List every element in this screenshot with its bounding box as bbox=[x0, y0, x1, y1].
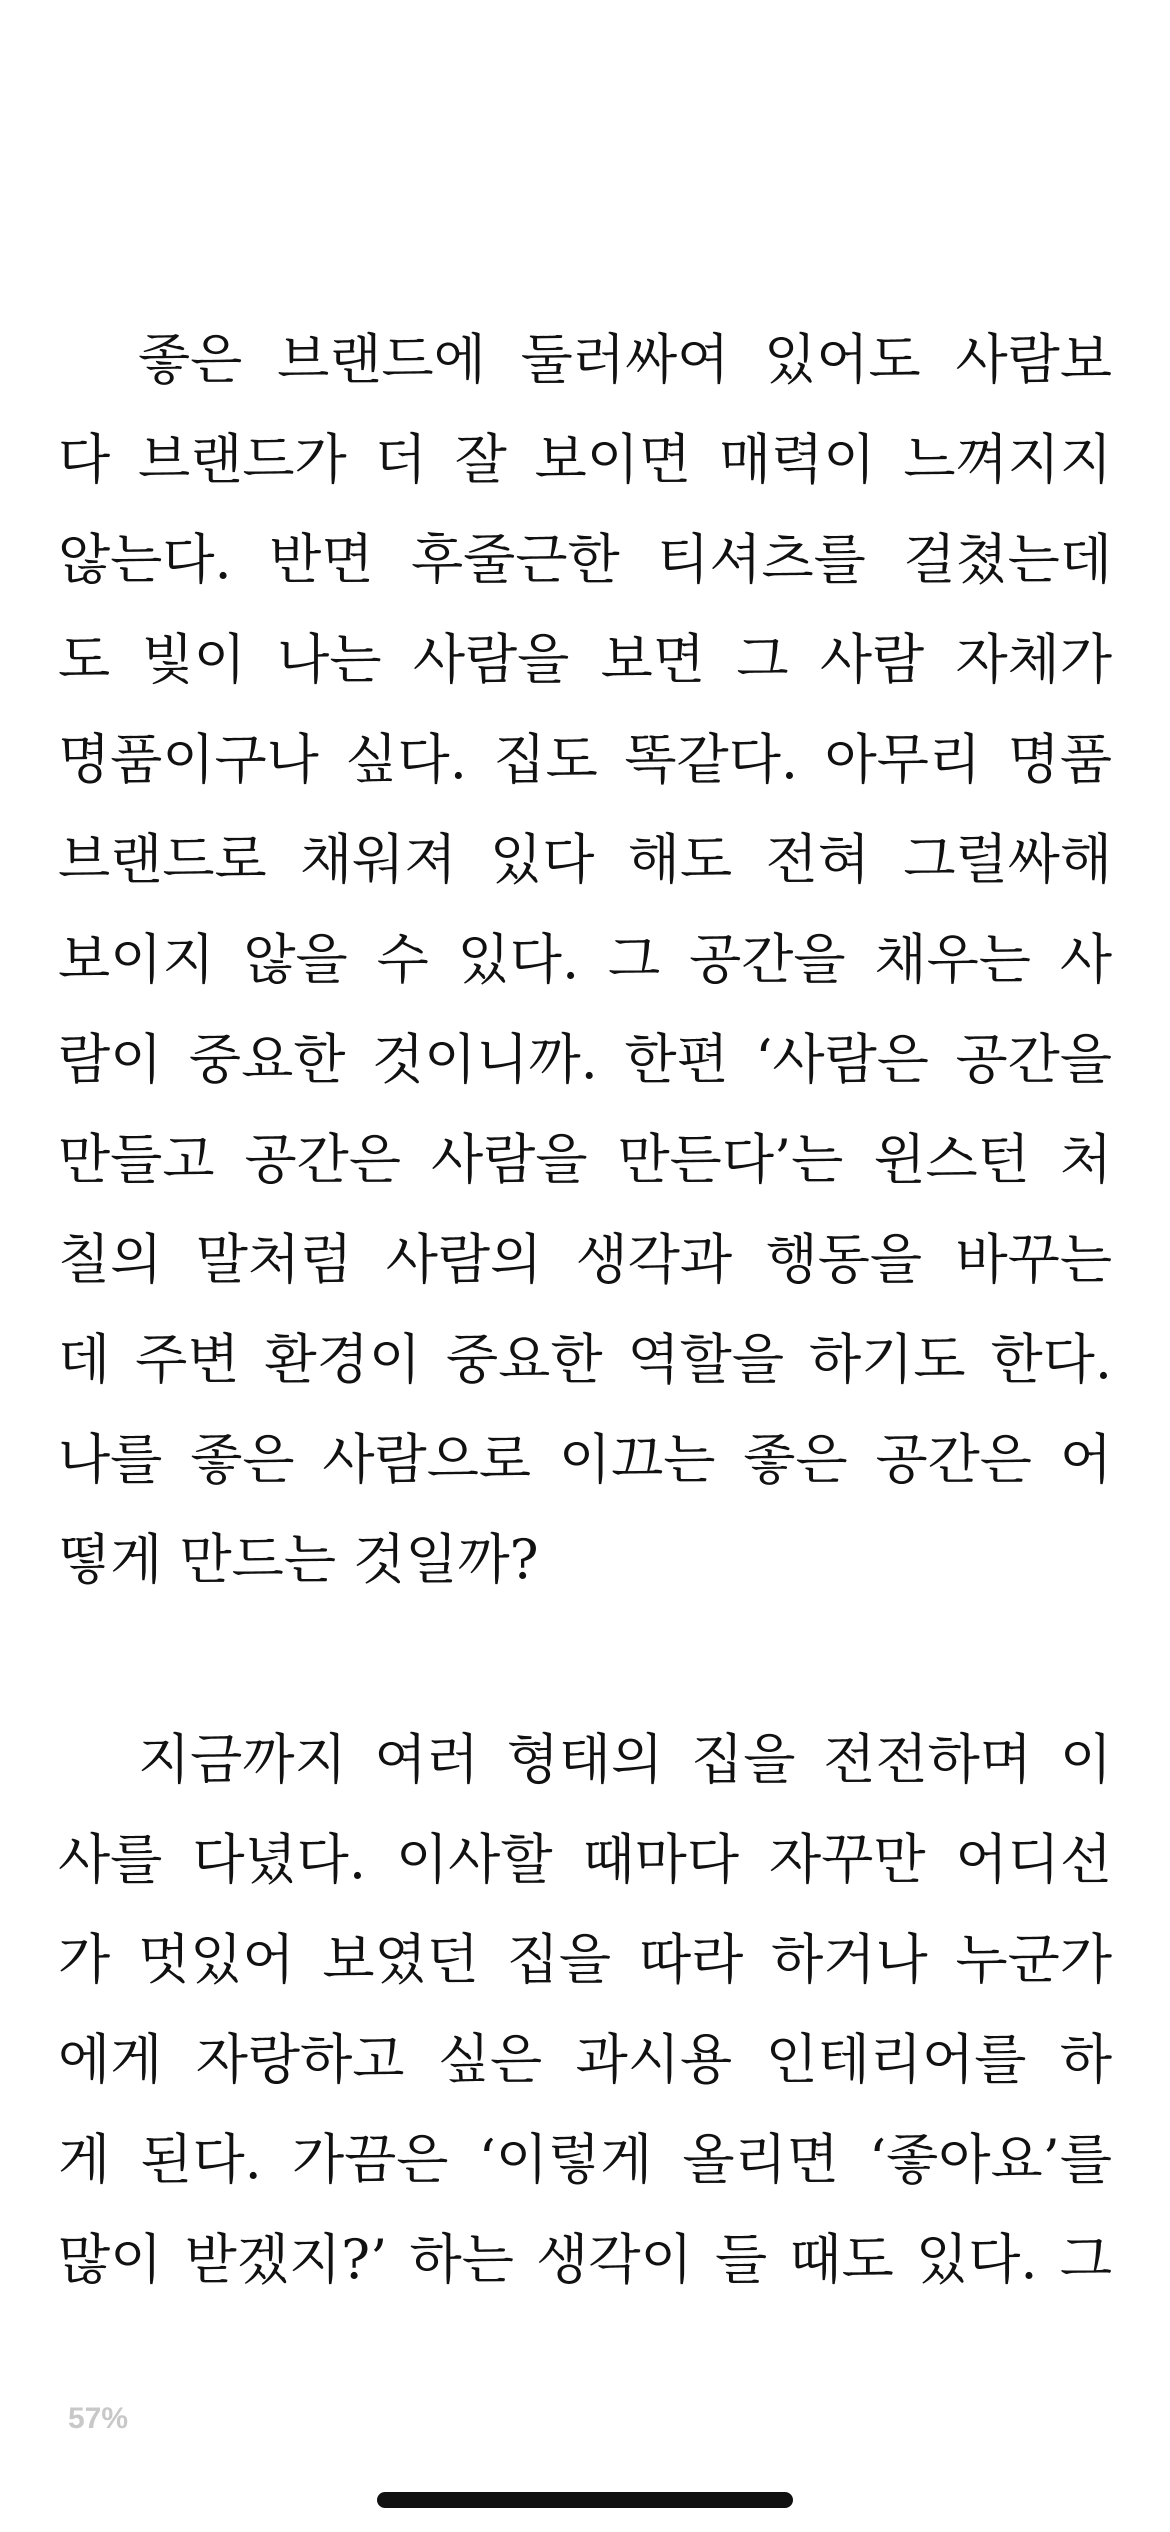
text-line: 게 된다. 가끔은 ‘이렇게 올리면 ‘좋아요’를 bbox=[58, 2128, 1112, 2191]
text-line: 나를 좋은 사람으로 이끄는 좋은 공간은 어 bbox=[58, 1428, 1112, 1491]
reading-progress-label: 57% bbox=[68, 2402, 129, 2435]
text-line: 많이 받겠지?’ 하는 생각이 들 때도 있다. 그 bbox=[58, 2228, 1112, 2291]
paragraph-2 bbox=[58, 1710, 1112, 2310]
text-line: 브랜드로 채워져 있다 해도 전혀 그럴싸해 bbox=[58, 828, 1112, 891]
text-line: 않는다. 반면 후줄근한 티셔츠를 걸쳤는데 bbox=[58, 528, 1112, 591]
paragraph-spacer bbox=[58, 1610, 1112, 1710]
text-line: 떻게 만드는 것일까? bbox=[58, 1528, 539, 1591]
text-line: 도 빛이 나는 사람을 보면 그 사람 자체가 bbox=[58, 628, 1112, 691]
paragraph-1 bbox=[58, 310, 1112, 1610]
text-line: 사를 다녔다. 이사할 때마다 자꾸만 어디선 bbox=[58, 1828, 1112, 1891]
text-line: 좋은 브랜드에 둘러싸여 있어도 사람보 bbox=[138, 328, 1112, 391]
text-line: 람이 중요한 것이니까. 한편 ‘사람은 공간을 bbox=[58, 1028, 1112, 1091]
text-line: 가 멋있어 보였던 집을 따라 하거나 누군가 bbox=[58, 1928, 1112, 1991]
text-line: 다 브랜드가 더 잘 보이면 매력이 느껴지지 bbox=[58, 428, 1112, 491]
text-line: 칠의 말처럼 사람의 생각과 행동을 바꾸는 bbox=[58, 1228, 1112, 1291]
text-line: 보이지 않을 수 있다. 그 공간을 채우는 사 bbox=[58, 928, 1112, 991]
text-line: 지금까지 여러 형태의 집을 전전하며 이 bbox=[138, 1728, 1112, 1791]
home-indicator-bar[interactable] bbox=[377, 2492, 793, 2508]
text-line: 에게 자랑하고 싶은 과시용 인테리어를 하 bbox=[58, 2028, 1112, 2091]
text-line: 만들고 공간은 사람을 만든다’는 윈스턴 처 bbox=[58, 1128, 1112, 1191]
text-line: 데 주변 환경이 중요한 역할을 하기도 한다. bbox=[58, 1328, 1112, 1391]
reader-page-text bbox=[58, 310, 1112, 2310]
text-line: 명품이구나 싶다. 집도 똑같다. 아무리 명품 bbox=[58, 728, 1112, 791]
